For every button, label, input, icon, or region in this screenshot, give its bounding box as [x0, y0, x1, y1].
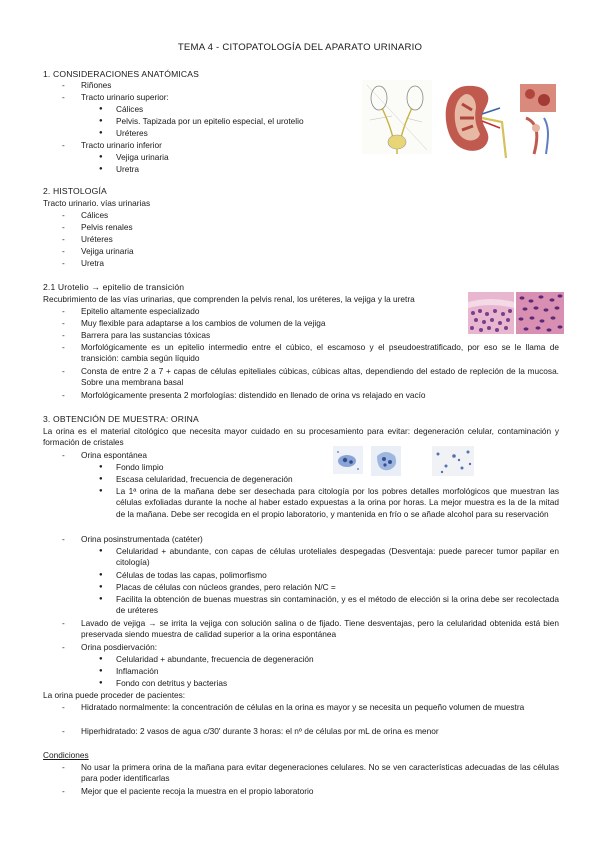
- page-title: TEMA 4 - CITOPATOLOGÍA DEL APARATO URINARIO: [177, 42, 423, 53]
- list-item: Epitelio altamente especializado: [81, 306, 200, 316]
- subsection-intro: Recubrimiento de las vías urinarias, que comprenden la pelvis renal, los uréteres, la vejiga y la uretra: [43, 294, 415, 304]
- kidney-detail-figure: [516, 80, 560, 158]
- dash: -: [62, 258, 65, 268]
- list-item: Orina posinstrumentada (catéter): [81, 534, 203, 544]
- dash: -: [62, 80, 65, 90]
- dash: -: [62, 342, 65, 352]
- list-item: Orina espontánea: [81, 450, 147, 460]
- list-item: ● Uréteres: [116, 128, 148, 139]
- list-item: Consta de entre 2 a 7 + capas de células epiteliales cúbicas, cúbicas altas, dependiendo del estado de repleción de la mucosa. Sobre una membrana basal: [81, 366, 559, 388]
- dash: -: [62, 618, 65, 628]
- list-item: ● Celularidad + abundante, frecuencia de degeneración: [116, 654, 314, 665]
- dash: -: [62, 390, 65, 400]
- dash: -: [62, 726, 65, 736]
- list-item: Hiperhidratado: 2 vasos de agua c/30' durante 3 horas: el nº de células por mL de orina es menor: [81, 726, 439, 736]
- list-item: Morfológicamente es un epitelio intermedio entre el cúbico, el escamoso y el pseudoestratificado, por eso se le llama de transición: cambia según líquido: [81, 342, 559, 364]
- dash: -: [62, 318, 65, 328]
- urine-cytology-figure-3: [432, 446, 474, 476]
- list-item: ● Facilita la obtención de buenas muestras sin contaminación, y es el método de elección si la orina debe ser recolectada de uréteres: [116, 594, 559, 617]
- dash: -: [62, 234, 65, 244]
- section-2-heading: 2. HISTOLOGÍA: [43, 186, 107, 196]
- list-item: Uréteres: [81, 234, 113, 244]
- list-item: ● Células de todas las capas, polimorfismo: [116, 570, 267, 581]
- list-item: No usar la primera orina de la mañana para evitar degeneraciones celulares. No se ven características adecuadas de las células para poder identificarlas: [81, 762, 559, 784]
- urine-cytology-figure-2: [371, 446, 401, 476]
- list-item: Morfológicamente presenta 2 morfologías: distendido en llenado de orina vs relajado en vacío: [81, 390, 426, 400]
- kidney-figure: [436, 78, 514, 160]
- dash: -: [62, 306, 65, 316]
- dash: -: [62, 366, 65, 376]
- list-item: Lavado de vejiga → se irrita la vejiga con solución salina o de fijado. Tiene desventajas, pero la celularidad obtenida está bien preservada siendo muestra de calidad superior a la orina espontánea: [81, 618, 559, 640]
- section-1-heading: 1. CONSIDERACIONES ANATÓMICAS: [43, 69, 200, 79]
- list-item: Orina posdiervación:: [81, 642, 158, 652]
- conditions-heading-text: Condiciones: [43, 750, 89, 760]
- list-item: ● Vejiga urinaria: [116, 152, 169, 163]
- dash: -: [62, 92, 65, 102]
- dash: -: [62, 222, 65, 232]
- list-item: Cálices: [81, 210, 109, 220]
- list-item: Riñones: [81, 80, 112, 90]
- dash: -: [62, 246, 65, 256]
- list-item: ● Inflamación: [116, 666, 158, 677]
- paragraph: La orina puede proceder de pacientes:: [43, 690, 186, 700]
- list-item: ● Fondo con detritus y bacterias: [116, 678, 227, 689]
- list-item: Uretra: [81, 258, 105, 268]
- subsection-heading: 2.1 Urotelio → epitelio de transición: [43, 282, 185, 292]
- dash: -: [62, 450, 65, 460]
- list-item: Muy flexible para adaptarse a los cambios de volumen de la vejiga: [81, 318, 326, 328]
- list-item: ● Uretra: [116, 164, 139, 175]
- dash: -: [62, 330, 65, 340]
- list-item: ● La 1ª orina de la mañana debe ser desechada para citología por los pobres detalles morfológicos que muestran las células exfoliadas durante la noche al haber estado expuestas a la orina por horas. La mejor muestra es la de la mitad de la mañana. Debe ser recogida en el propio laboratorio, y mantenida en frío o se añade alcohol para su reservación: [116, 486, 559, 520]
- section-3-heading: 3. OBTENCIÓN DE MUESTRA: ORINA: [43, 414, 199, 424]
- list-item: ● Pelvis. Tapizada por un epitelio especial, el urotelio: [116, 116, 304, 127]
- list-item: Mejor que el paciente recoja la muestra en el propio laboratorio: [81, 786, 314, 796]
- dash: -: [62, 140, 65, 150]
- dash: -: [62, 702, 65, 712]
- list-item: Tracto urinario superior:: [81, 92, 169, 102]
- dash: -: [62, 534, 65, 544]
- dash: -: [62, 762, 65, 772]
- list-item: Tracto urinario inferior: [81, 140, 162, 150]
- section-2-intro: Tracto urinario. vías urinarias: [43, 198, 151, 208]
- urothelium-histology-figure-2: [516, 292, 564, 334]
- urine-cytology-figure: [333, 446, 363, 474]
- conditions-heading: [43, 750, 89, 761]
- dash: -: [62, 642, 65, 652]
- list-item: Hidratado normalmente: la concentración de células en la orina es mayor y se necesita un pequeño volumen de muestra: [81, 702, 525, 712]
- list-item: ● Placas de células con núcleos grandes, pero relación N/C =: [116, 582, 336, 593]
- urothelium-histology-figure: [468, 292, 514, 334]
- dash: -: [62, 786, 65, 796]
- list-item: ● Fondo limpio: [116, 462, 164, 473]
- list-item: Vejiga urinaria: [81, 246, 134, 256]
- section-3-intro: La orina es el material citológico que necesita mayor cuidado en su procesamiento para evitar: degeneración celular, contaminación y formación de cristales: [43, 426, 559, 448]
- list-item: ● Celularidad + abundante, con capas de células uroteliales despegadas (Desventaja: puede parecer tumor papilar en citología): [116, 546, 559, 569]
- list-item: Pelvis renales: [81, 222, 133, 232]
- urinary-tract-figure: [362, 80, 432, 154]
- dash: -: [62, 210, 65, 220]
- list-item: ● Escasa celularidad, frecuencia de degeneración: [116, 474, 293, 485]
- list-item: ● Cálices: [116, 104, 143, 115]
- list-item: Barrera para las sustancias tóxicas: [81, 330, 211, 340]
